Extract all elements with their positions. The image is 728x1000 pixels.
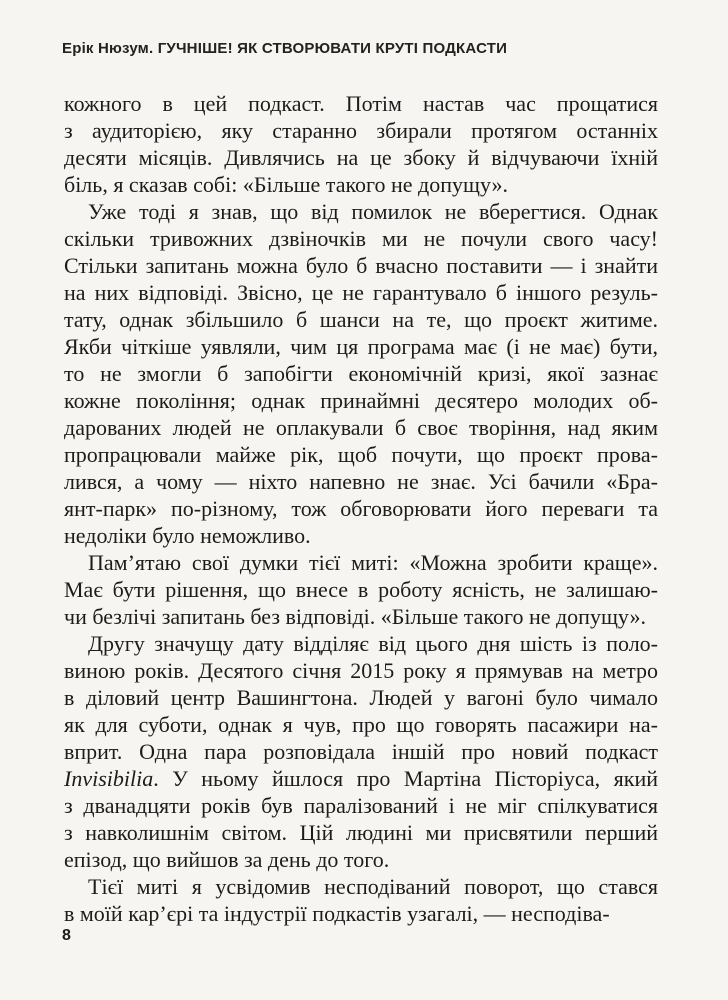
text-line: Уже тоді я знав, що від помилок не вберегтися. Однак [88, 199, 658, 224]
paragraph [64, 90, 658, 198]
text-line: в діловий центр Вашингтона. Людей у вагоні було чимало [64, 685, 658, 710]
text-line: десяти місяців. Дивлячись на це збоку й відчуваючи їхній [64, 145, 658, 170]
paragraph [64, 198, 658, 549]
paragraph [64, 630, 658, 873]
text-line: кожне покоління; однак принаймні десятеро молодих об- [64, 388, 658, 413]
text-line: дарованих людей не оплакували б своє творіння, над яким [64, 415, 658, 440]
text-line: Invisibilia. У ньому йшлося про Мартіна Пісторіуса, який [64, 766, 658, 791]
text-line: то не змогли б запобігти економічній кризі, якої зазнає [64, 361, 658, 386]
text-line: з аудиторією, яку старанно збирали протягом останніх [64, 118, 658, 143]
text-line: тату, однак збільшило б шанси на те, що проєкт житиме. [64, 307, 658, 332]
text-line: чи безлічі запитань без відповіді. «Більше такого не допущу». [64, 604, 646, 629]
text-line: недоліки було неможливо. [64, 523, 311, 548]
text-line: Якби чіткіше уявляли, чим ця програма має (і не має) бути, [64, 334, 658, 359]
text-line: Тієї миті я усвідомив несподіваний поворот, що стався [88, 874, 658, 899]
text-line: пропрацювали майже рік, щоб почути, що проєкт прова- [64, 442, 658, 467]
text-line: скільки тривожних дзвіночків ми не почули свого часу! [64, 226, 658, 251]
text-line: Має бути рішення, що внесе в роботу ясність, не залишаю- [64, 577, 658, 602]
body-text [64, 90, 658, 927]
text-line: епізод, що вийшов за день до того. [64, 847, 390, 872]
text-line: біль, я сказав собі: «Більше такого не допущу». [64, 172, 508, 197]
text-line: як для суботи, однак я чув, про що говорять пасажири на- [64, 712, 658, 737]
text-line: вприт. Одна пара розповідала іншій про новий подкаст [64, 739, 658, 764]
text-line: кожного в цей подкаст. Потім настав час прощатися [64, 91, 658, 116]
text-line: лився, а чому — ніхто напевно не знає. Усі бачили «Бра- [64, 469, 658, 494]
text-line: з дванадцяти років був паралізований і не міг спілкуватися [64, 793, 658, 818]
text-line: на них відповіді. Звісно, це не гарантувало б іншого резуль- [64, 280, 658, 305]
italic-term: Invisibilia [64, 766, 154, 791]
text-line: янт-парк» по-різному, тож обговорювати його переваги та [64, 496, 658, 521]
page-number: 8 [62, 927, 71, 944]
text-line: Пам’ятаю свої думки тієї миті: «Можна зробити краще». [88, 550, 658, 575]
text-line: з навколишнім світом. Цій людині ми присвятили перший [64, 820, 658, 845]
text-line: Стільки запитань можна було б вчасно поставити — і знайти [64, 253, 658, 278]
text-line: Другу значущу дату відділяє від цього дня шість із поло- [88, 631, 658, 656]
text-line: виною років. Десятого січня 2015 року я прямував на метро [64, 658, 658, 683]
text-line: в моїй кар’єрі та індустрії подкастів узагалі, — несподіва- [64, 901, 610, 926]
paragraph [64, 549, 658, 630]
running-head: Ерік Нюзум. ГУЧНІШЕ! ЯК СТВОРЮВАТИ КРУТІ ПОДКАСТИ [62, 40, 508, 57]
paragraph [64, 873, 658, 927]
